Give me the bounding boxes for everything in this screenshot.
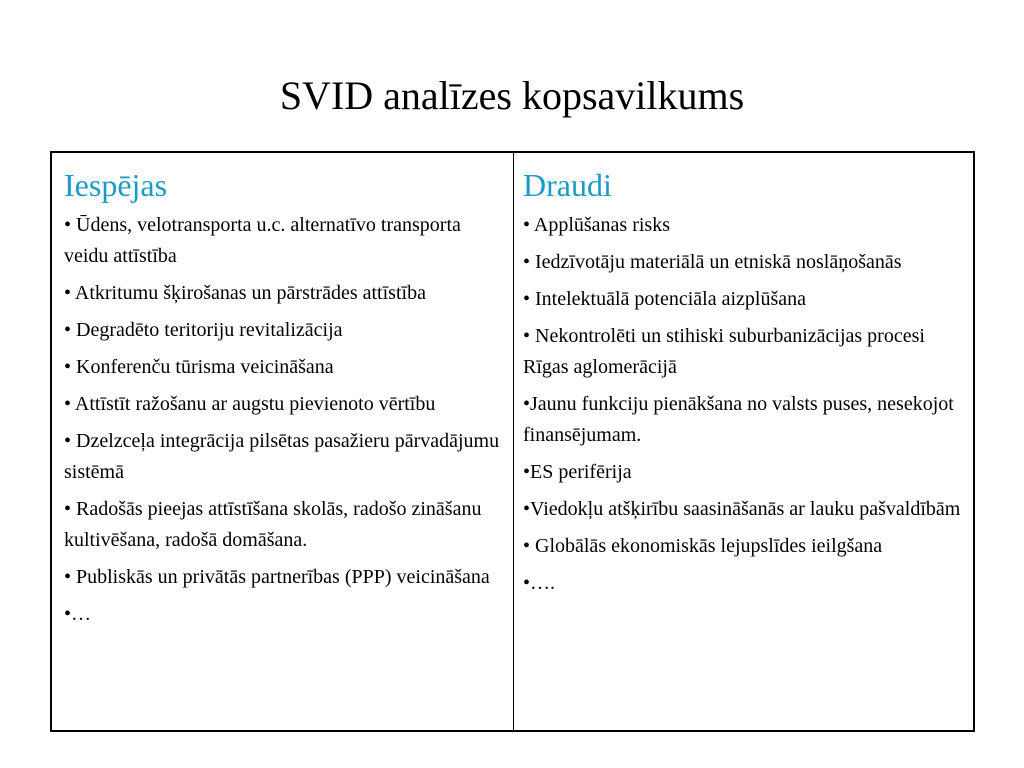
list-item: • Radošās pieejas attīstīšana skolās, radošo zināšanu kultivēšana, radošā domāšana.: [64, 498, 482, 551]
swot-table: [50, 151, 975, 732]
list-item: • Dzelzceļa integrācija pilsētas pasažieru pārvadājumu sistēmā: [64, 430, 500, 483]
list-item: •Jaunu funkciju pienākšana no valsts puses, nesekojot finansējumam.: [523, 393, 954, 446]
opportunities-heading: Iespējas: [64, 167, 168, 203]
list-item: • Globālās ekonomiskās lejupslīdes ieilgšana: [523, 535, 883, 557]
list-item: • Applūšanas risks: [523, 214, 671, 236]
list-item: • Iedzīvotāju materiālā un etniskā noslāņošanās: [523, 251, 902, 273]
list-item: • Degradēto teritoriju revitalizācija: [64, 319, 343, 341]
list-item: • Intelektuālā potenciāla aizplūšana: [523, 288, 806, 310]
list-item: •Viedokļu atšķirību saasināšanās ar lauku pašvaldībām: [523, 498, 961, 520]
threats-column: [514, 153, 973, 730]
slide-title: SVID analīzes kopsavilkums: [279, 73, 745, 118]
list-item: •ES perifērija: [523, 461, 632, 483]
list-item: •…: [64, 603, 92, 625]
list-item: • Publiskās un privātās partnerības (PPP) veicināšana: [64, 566, 490, 588]
threats-heading: Draudi: [523, 167, 612, 203]
list-item: • Attīstīt ražošanu ar augstu pievienoto vērtību: [64, 393, 436, 415]
opportunities-column: [52, 153, 514, 730]
threats-list: [523, 210, 963, 599]
list-item: •….: [523, 572, 556, 594]
list-item: • Nekontrolēti un stihiski suburbanizācijas procesi Rīgas aglomerācijā: [523, 325, 925, 378]
opportunities-list: [64, 210, 503, 630]
list-item: • Atkritumu šķirošanas un pārstrādes attīstība: [64, 282, 426, 304]
list-item: • Konferenču tūrisma veicināšana: [64, 356, 334, 378]
list-item: • Ūdens, velotransporta u.c. alternatīvo transporta veidu attīstība: [64, 214, 461, 267]
